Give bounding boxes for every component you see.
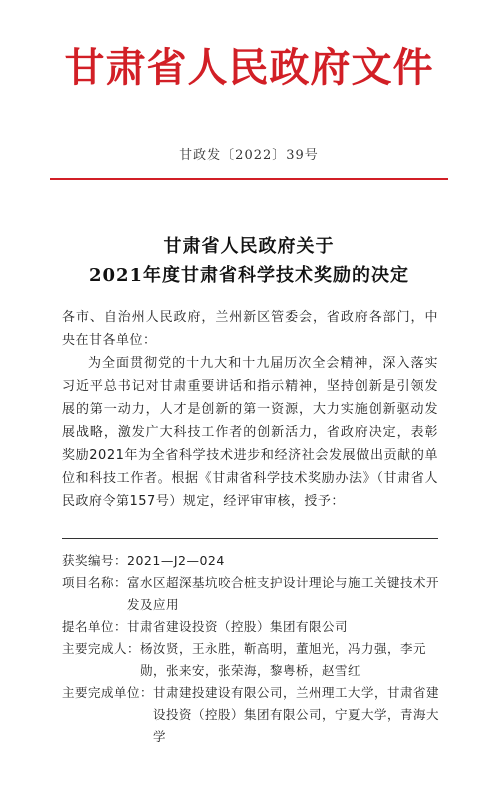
award-number-row [62, 550, 442, 572]
main-units-label: 主要完成单位： [62, 685, 154, 700]
document-number: 甘政发〔2022〕39号 [179, 148, 319, 163]
decision-title-line-1: 甘肃省人民政府关于 [163, 236, 335, 257]
award-number: 2021—J2—024 [127, 553, 225, 568]
award-number-label: 获奖编号： [62, 553, 128, 568]
main-persons: 杨汝贤，王永胜，靳高明，董旭光，冯力强，李元勋，张来安，张荣海，黎粤桥，赵雪红 [140, 641, 427, 678]
addressee: 各市、自治州人民政府，兰州新区管委会，省政府各部门，中央在甘各单位： [62, 310, 438, 348]
body-paragraph: 为全面贯彻党的十九大和十九届历次全会精神，深入落实习近平总书记对甘肃重要讲话和指示精神，坚持创新是引领发展的第一动力，人才是创新的第一资源，大力实施创新驱动发展战略，激发广大科技工作者的创新活力，省政府决定，表彰奖励2021年为全省科学技术进步和经济社会发展做出贡献的单位和科技工作者。根据《甘肃省科学技术奖励办法》（甘肃省人民政府令第157号）规定，经评审审核，授予： [62, 356, 438, 509]
project-name-row [62, 572, 442, 616]
main-persons-row [62, 638, 442, 682]
nominator-row [62, 616, 442, 638]
document-header-title: 甘肃省人民政府文件 [64, 44, 434, 91]
main-units: 甘肃建投建设有限公司，兰州理工大学，甘肃省建设投资（控股）集团有限公司，宁夏大学，青海大学 [153, 685, 440, 744]
decision-title-line-2: 2021年度甘肃省科学技术奖励的决定 [88, 265, 410, 286]
award-entry [62, 550, 442, 748]
main-persons-label: 主要完成人： [62, 641, 141, 656]
project-name: 富水区超深基坑咬合桩支护设计理论与施工关键技术开发及应用 [127, 575, 440, 612]
project-name-label: 项目名称： [62, 575, 128, 590]
nominator-label: 提名单位： [62, 619, 128, 634]
main-units-row [62, 682, 442, 748]
nominator: 甘肃省建设投资（控股）集团有限公司 [127, 619, 349, 634]
red-divider [50, 178, 448, 180]
section-divider [62, 538, 438, 539]
